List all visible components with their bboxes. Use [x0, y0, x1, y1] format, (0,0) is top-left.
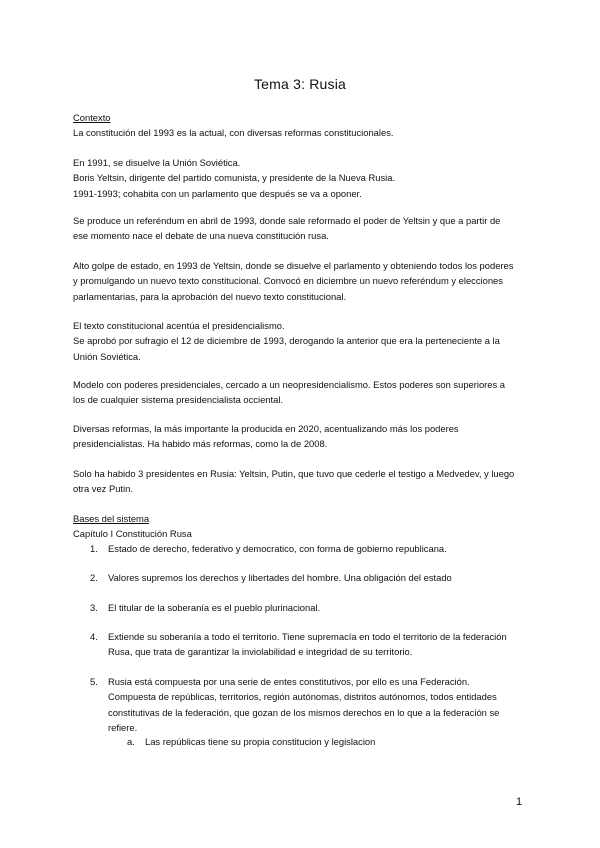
- paragraph-5: [73, 377, 533, 408]
- paragraph-6: [73, 421, 533, 452]
- list-item-number: 4.: [90, 631, 98, 642]
- contexto-intro: La constitución del 1993 es la actual, con diversas reformas constitucionales.: [73, 127, 394, 138]
- page-title: Tema 3: Rusia: [253, 76, 347, 92]
- bases-heading: Bases del sistema: [73, 513, 150, 524]
- sub-list-item-letter: a.: [127, 736, 135, 747]
- paragraph-line: El texto constitucional acentúa el presidencialismo.: [73, 320, 285, 331]
- list-item-text: constitutivas de la federación, que gozan de los mismos derechos en lo que a la federación se: [108, 706, 500, 718]
- list-item-text: Compuesta de repúblicas, territorios, región autónomas, distritos autónomos, todos entidades: [108, 691, 497, 703]
- paragraph-line: Se produce un referéndum en abril de 1993, donde sale reformado el poder de Yeltsin y que a partir de: [73, 215, 501, 226]
- paragraph-line: Unión Soviética.: [73, 350, 141, 362]
- paragraph-4: [73, 318, 533, 364]
- list-item-number: 1.: [90, 543, 98, 554]
- list-item-text: Rusia está compuesta por una serie de entes constitutivos, por ello es una Federación.: [108, 676, 470, 687]
- paragraph-3: [73, 258, 533, 304]
- paragraph-line: Diversas reformas, la más importante la producida en 2020, acentualizando más los poderes: [73, 423, 459, 434]
- list-item-text: Valores supremos los derechos y libertades del hombre. Una obligación del estado: [108, 572, 452, 583]
- list-item-number: 2.: [90, 572, 98, 583]
- paragraph-line: En 1991, se disuelve la Unión Soviética.: [73, 157, 241, 168]
- list-item-text: refiere.: [108, 721, 138, 733]
- paragraph-line: Boris Yeltsin, dirigente del partido comunista, y presidente de la Nueva Rusia.: [73, 172, 396, 184]
- paragraph-line: Se aprobó por sufragio el 12 de diciembre de 1993, derogando la anterior que era la perteneciente a la: [73, 335, 500, 347]
- paragraph-7: [73, 466, 533, 497]
- paragraph-2: [73, 213, 533, 244]
- paragraph-line: los de cualquier sistema presidencialista occiental.: [73, 394, 284, 406]
- paragraph-line: otra vez Putin.: [73, 483, 133, 495]
- paragraph-line: parlamentarias, para la aprobación del nuevo texto constitucional.: [73, 290, 347, 302]
- list-item-text: Extiende su soberanía a todo el territorio. Tiene supremacía en todo el territorio de la federación: [108, 631, 507, 642]
- paragraph-line: presidencialistas. Ha habido más reformas, como la de 2008.: [73, 438, 328, 450]
- paragraph-1: [73, 155, 533, 201]
- sub-list-item-text: Las repúblicas tiene su propia constitucion y legislacion: [145, 736, 376, 747]
- paragraph-line: 1991-1993; cohabita con un parlamento que después se va a oponer.: [73, 187, 362, 199]
- list-item-text: Rusa, que trata de garantizar la inviolabilidad e integridad de su territorio.: [108, 646, 413, 658]
- paragraph-line: ese momento nace el debate de una nueva constitución rusa.: [73, 230, 329, 242]
- list-item-number: 3.: [90, 602, 98, 613]
- list-item-text: El titular de la soberanía es el pueblo plurinacional.: [108, 602, 321, 613]
- paragraph-line: Solo ha habido 3 presidentes en Rusia: Yeltsin, Putin, que tuvo que cederle el testigo a Medvedev, y luego: [73, 468, 515, 479]
- paragraph-line: y promulgando un nuevo texto constitucional. Convocó en diciembre un nuevo referéndum y elecciones: [73, 275, 503, 287]
- paragraph-line: Alto golpe de estado, en 1993 de Yeltsin, donde se disuelve el parlamento y obteniendo todos los poderes: [73, 260, 514, 271]
- list-item-number: 5.: [90, 676, 98, 687]
- page-number: 1: [516, 796, 523, 808]
- contexto-heading: Contexto: [73, 112, 111, 123]
- list-item-text: Estado de derecho, federativo y democratico, con forma de gobierno republicana.: [108, 543, 447, 554]
- bases-subheading: Capítulo I Constitución Rusa: [73, 528, 192, 539]
- paragraph-line: Modelo con poderes presidenciales, cercado a un neopresidencialismo. Estos poderes son superiores a: [73, 379, 506, 390]
